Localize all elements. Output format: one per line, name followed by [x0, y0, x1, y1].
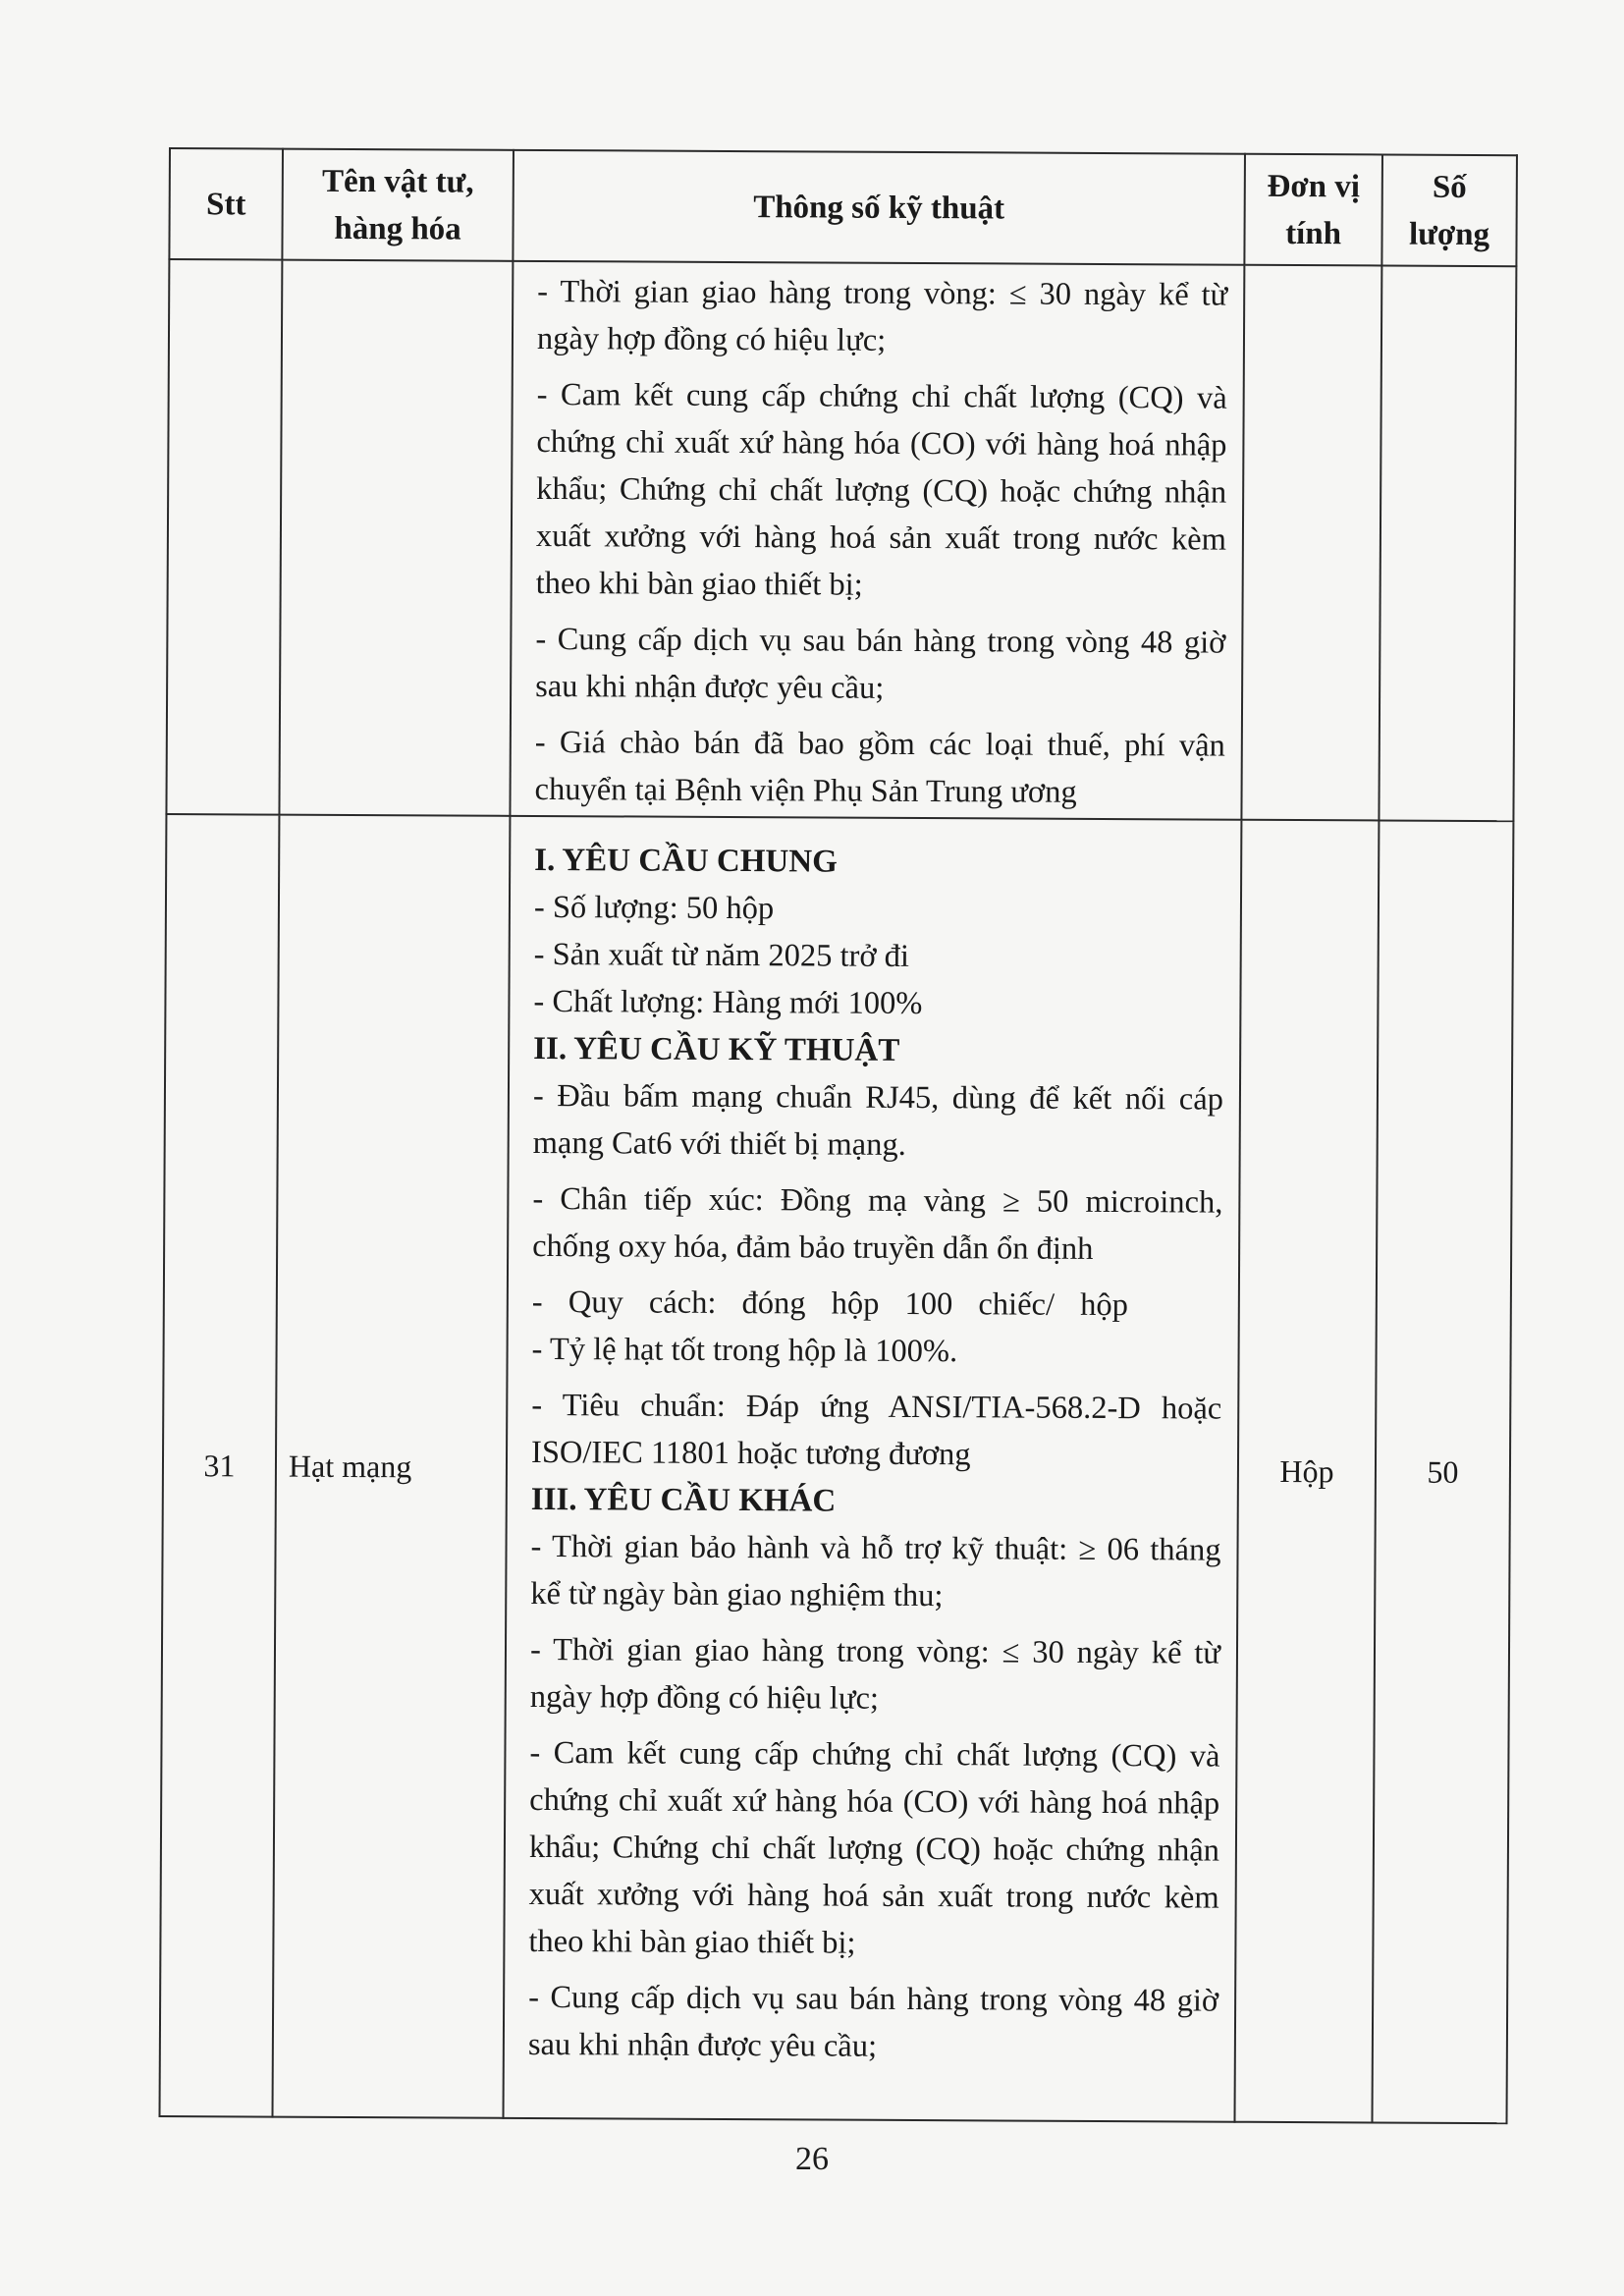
spec-line: - Cung cấp dịch vụ sau bán hàng trong vòng 48 giờ sau khi nhận được yêu cầu; [535, 621, 1226, 706]
spec-line: - Thời gian bảo hành và hỗ trợ kỹ thuật: ≥ 06 tháng kể từ ngày bàn giao nghiệm thu; [530, 1528, 1221, 1614]
page-number: 26 [795, 2141, 829, 2177]
spec-line: - Cung cấp dịch vụ sau bán hàng trong vòng 48 giờ sau khi nhận được yêu cầu; [527, 1979, 1219, 2064]
header-spec: Thông số kỹ thuật [513, 150, 1245, 265]
section-title-general: I. YÊU CẦU CHUNG [534, 842, 838, 880]
spec-line: - Số lượng: 50 hộp [533, 889, 775, 927]
cell-unit-empty [1241, 265, 1381, 821]
spec-line: - Sản xuất từ năm 2025 trở đi [533, 936, 910, 974]
spec-line: - Tiêu chuẩn: Đáp ứng ANSI/TIA-568.2-D hoặc ISO/IEC 11801 hoặc tương đương [530, 1387, 1222, 1473]
header-item-name: Tên vật tư, hàng hóa [282, 149, 514, 261]
cell-spec [503, 816, 1241, 2122]
cell-item-name: Hạt mạng [273, 815, 511, 2118]
spec-line: - Chất lượng: Hàng mới 100% [533, 983, 923, 1022]
spec-line: - Đầu bấm mạng chuẩn RJ45, dùng để kết nối cáp mạng Cat6 với thiết bị mạng. [532, 1077, 1224, 1163]
cell-quantity: 50 [1372, 820, 1513, 2123]
spec-table [158, 147, 1517, 2124]
spec-line: - Thời gian giao hàng trong vòng: ≤ 30 ngày kể từ ngày hợp đồng có hiệu lực; [529, 1631, 1221, 1717]
header-stt: Stt [169, 148, 283, 260]
section-title-other: III. YÊU CẦU KHÁC [530, 1481, 837, 1519]
cell-spec-continued [510, 261, 1244, 820]
cell-stt: 31 [160, 814, 280, 2117]
spec-line: - Tỷ lệ hạt tốt trong hộp là 100%. [531, 1331, 958, 1370]
spec-line: - Chân tiếp xúc: Đồng mạ vàng ≥ 50 microinch, chống oxy hóa, đảm bảo truyền dẫn ổn định [532, 1180, 1223, 1267]
table-row-continued [166, 259, 1516, 821]
cell-name-empty [279, 260, 513, 816]
header-quantity: Số lượng [1381, 154, 1517, 266]
header-unit: Đơn vị tính [1244, 154, 1382, 266]
spec-line: - Cam kết cung cấp chứng chỉ chất lượng (CQ) và chứng chỉ xuất xứ hàng hóa (CO) với hàng hoá nhập khẩu; Chứng chỉ chất lượng (CQ) hoặc chứng nhận xuất xưởng với hàng hoá sản xuất trong nước kèm theo khi bàn giao thiết bị; [528, 1734, 1220, 1961]
spec-line: - Thời gian giao hàng trong vòng: ≤ 30 ngày kể từ ngày hợp đồng có hiệu lực; [536, 273, 1228, 358]
cell-stt-empty [166, 259, 282, 815]
cell-qty-empty [1379, 265, 1516, 821]
section-title-technical: II. YÊU CẦU KỸ THUẬT [533, 1030, 900, 1068]
spec-line: - Quy cách: đóng hộp 100 chiếc/ hộp [531, 1284, 1128, 1324]
cell-unit: Hộp [1234, 820, 1379, 2123]
spec-line: - Giá chào bán đã bao gồm các loại thuế, phí vận chuyển tại Bệnh viện Phụ Sản Trung ương [534, 724, 1225, 810]
table-row-31 [160, 814, 1514, 2123]
spec-line: - Cam kết cung cấp chứng chỉ chất lượng (CQ) và chứng chỉ xuất xứ hàng hóa (CO) với hàng hoá nhập khẩu; Chứng chỉ chất lượng (CQ) hoặc chứng nhận xuất xưởng với hàng hoá sản xuất trong nước kèm theo khi bàn giao thiết bị; [535, 376, 1227, 603]
table-header-row [169, 148, 1517, 266]
